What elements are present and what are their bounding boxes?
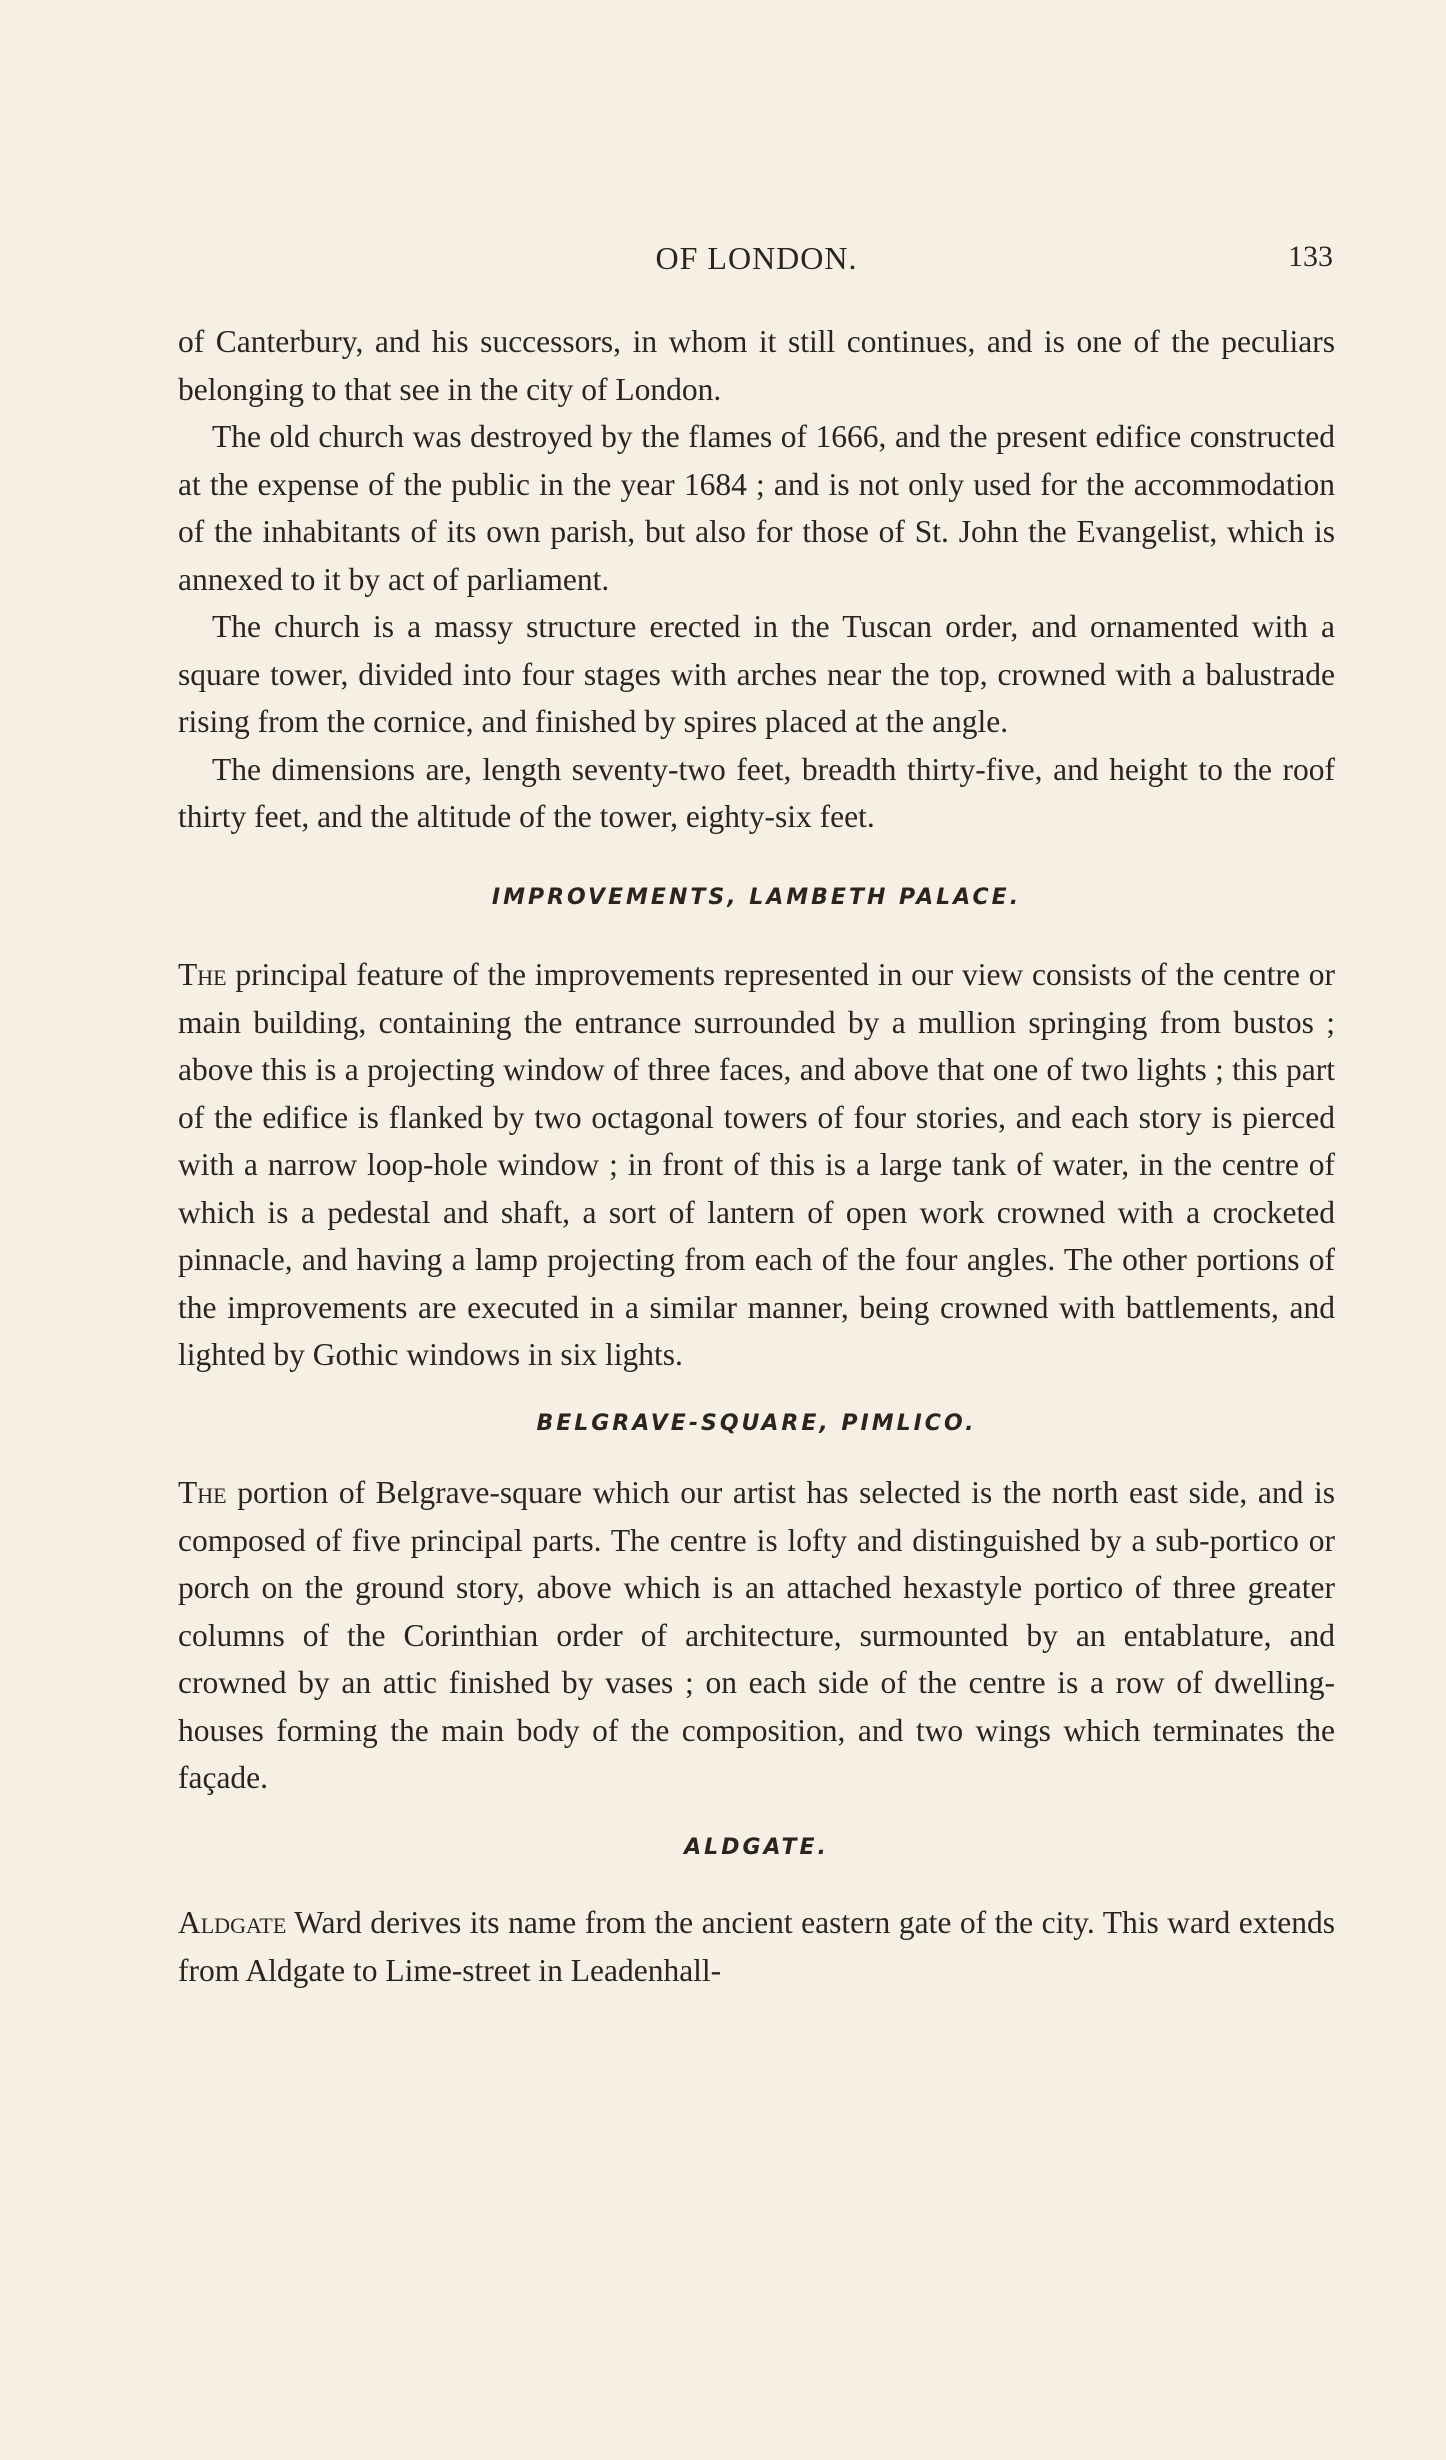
paragraph-belgrave-square [178, 1469, 1335, 1802]
lead-word: The [178, 1475, 227, 1510]
paragraph-aldgate [178, 1899, 1335, 1994]
lead-word: Aldgate [178, 1905, 287, 1940]
running-head [180, 240, 1333, 284]
heading-aldgate: ALDGATE. [684, 1834, 829, 1860]
paragraph-text: portion of Belgrave-square which our artist has selected is the north east side, and is composed of five principal parts. The centre is lofty and distinguished by a sub-portico or porch on the ground story, above which is an attached hexastyle portico of three greater columns of the Corinthian order of architecture, surmounted by an entablature, and crowned by an attic finished by vases ; on each side of the centre is a row of dwelling-houses forming the main body of the composition, and two wings which terminates the façade. [178, 1475, 1335, 1795]
paragraph-dimensions: The dimensions are, length seventy-two feet, breadth thirty-five, and height to the roof thirty feet, and the altitude of the tower, eighty-six feet. [178, 751, 1335, 834]
lead-word: The [178, 957, 227, 992]
heading-belgrave-square: BELGRAVE-SQUARE, PIMLICO. [536, 1410, 977, 1436]
heading-lambeth-palace: IMPROVEMENTS, LAMBETH PALACE. [491, 884, 1022, 910]
body-text [178, 318, 1335, 1994]
paragraph-text: principal feature of the improvements represented in our view consists of the centre or main building, containing the entrance surrounded by a mullion springing from bustos ; above this is a projecting window of three faces, and above that one of two lights ; this part of the edifice is flanked by two octagonal towers of four stories, and each story is pierced with a narrow loop-hole window ; in front of this is a large tank of water, in the centre of which is a pedestal and shaft, a sort of lantern of open work crowned with a crocketed pinnacle, and having a lamp projecting from each of the four angles. The other portions of the improvements are executed in a similar manner, being crowned with battlements, and lighted by Gothic windows in six lights. [178, 957, 1335, 1372]
paragraph-continuation: of Canterbury, and his successors, in whom it still continues, and is one of the peculiars belonging to that see in the city of London. [178, 324, 1335, 407]
paragraph-lambeth-palace [178, 951, 1335, 1379]
running-title: OF LONDON. [655, 240, 858, 276]
page-number: 133 [1288, 240, 1333, 273]
paragraph-church-structure: The church is a massy structure erected in the Tuscan order, and ornamented with a square tower, divided into four stages with arches near the top, crowned with a balustrade rising from the cornice, and finished by spires placed at the angle. [178, 609, 1335, 739]
paragraph-text: Ward derives its name from the ancient eastern gate of the city. This ward extends from Aldgate to Lime-street in Leadenhall- [178, 1905, 1335, 1988]
paragraph-old-church: The old church was destroyed by the flames of 1666, and the present edifice constructed at the expense of the public in the year 1684 ; and is not only used for the accommodation of the inhabitants of its own parish, but also for those of St. John the Evangelist, which is annexed to it by act of parliament. [178, 419, 1335, 597]
